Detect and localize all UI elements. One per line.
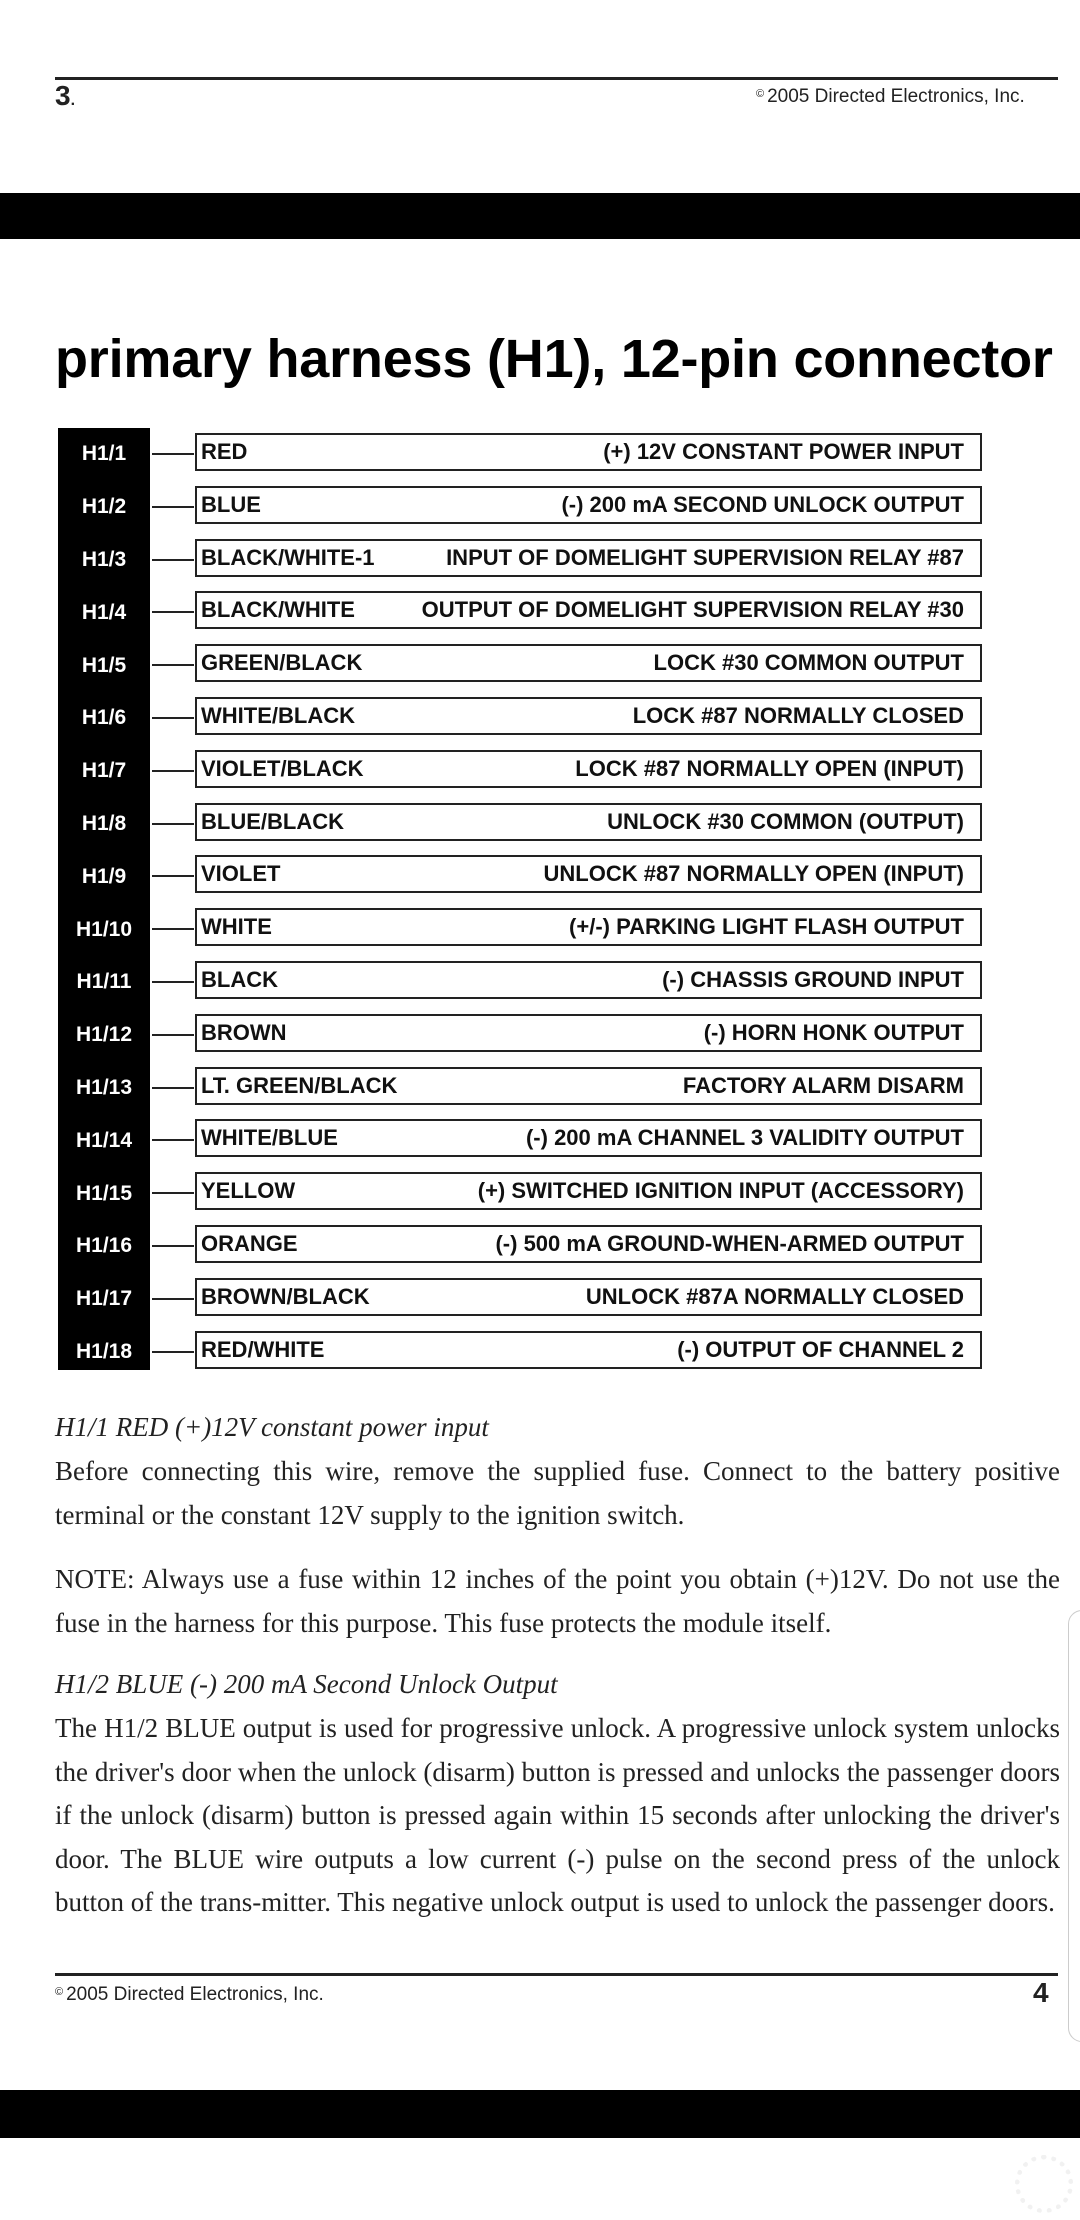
wire-function: OUTPUT OF DOMELIGHT SUPERVISION RELAY #30 (421, 597, 964, 623)
wire-box (195, 1119, 982, 1157)
wire-function: LOCK #87 NORMALLY CLOSED (632, 703, 964, 728)
wire-function: LOCK #30 COMMON OUTPUT (653, 650, 964, 676)
wire-function: UNLOCK #30 COMMON (OUTPUT) (607, 808, 964, 834)
wire-box (195, 1225, 982, 1263)
wire-box (195, 961, 982, 999)
wire-color: VIOLET (201, 861, 281, 887)
header-copyright-text: 2005 Directed Electronics, Inc. (767, 86, 1025, 107)
pin-connector-line (152, 981, 194, 983)
pin-connector-line (152, 1087, 194, 1089)
footer-copyright (55, 1984, 324, 2006)
pin-label: H1/5 (81, 653, 127, 677)
wire-color: LT. GREEN/BLACK (201, 1072, 398, 1098)
pin-row (0, 745, 1080, 798)
wire-box (195, 539, 982, 577)
pin-row (0, 956, 1080, 1009)
wire-function: (+) SWITCHED IGNITION INPUT (ACCESSORY) (477, 1178, 964, 1204)
wire-function: (-) OUTPUT OF CHANNEL 2 (677, 1336, 964, 1362)
pin-label: H1/13 (75, 1075, 133, 1099)
pin-label: H1/17 (75, 1287, 133, 1311)
note-paragraph: NOTE: Always use a fuse within 12 inches of the point you obtain (+)12V. Do not use the fuse in the harness for this purpose. This fuse protects the module itself. (55, 1564, 1060, 1638)
pin-label: H1/15 (75, 1181, 133, 1205)
wire-function: (-) CHASSIS GROUND INPUT (662, 967, 964, 992)
wire-box (195, 486, 982, 524)
pin-label: H1/18 (75, 1339, 133, 1363)
pin-row (0, 692, 1080, 745)
wire-color: WHITE/BLUE (201, 1125, 338, 1151)
pin-label: H1/11 (76, 970, 132, 994)
footer-copyright-text: 2005 Directed Electronics, Inc. (66, 1984, 324, 2005)
pin-connector-line (152, 664, 194, 666)
pin-connector-line (152, 1034, 194, 1036)
wire-function: UNLOCK #87A NORMALLY CLOSED (585, 1283, 964, 1309)
pin-row (0, 428, 1080, 481)
wire-color: BLACK (201, 967, 278, 992)
wire-color: BLACK/WHITE-1 (201, 544, 375, 570)
wire-color: WHITE (201, 914, 272, 940)
pin-connector-line (152, 928, 194, 930)
footer-page-number: 4 (1033, 1977, 1049, 2008)
wire-color: BROWN/BLACK (201, 1283, 370, 1309)
section-h1-2-body: The H1/2 BLUE output is used for progressive unlock. A progressive unlock system unlocks the driver's door when the unlock (disarm) button is pressed and unlocks the passenger doors if the unlock (disarm) button is pressed again within 15 seconds after unlocking the driver's door. The BLUE wire outputs a low current (-) pulse on the second press of the unlock button of the trans-mitter. This negative unlock output is used to unlock the passenger doors. (55, 1713, 1060, 1917)
section-h1-1-heading: H1/1 RED (+)12V constant power input (55, 1412, 489, 1442)
page-separator-bottom (0, 2090, 1080, 2138)
pin-label: H1/8 (81, 811, 127, 835)
wire-box (195, 697, 982, 735)
pin-connector-line (152, 823, 194, 825)
footer-rule (55, 1973, 1058, 1976)
section-h1-1-body: Before connecting this wire, remove the supplied fuse. Connect to the battery positive terminal or the constant 12V supply to the ignition switch. (55, 1456, 1060, 1530)
wire-function: UNLOCK #87 NORMALLY OPEN (INPUT) (543, 861, 964, 887)
wire-box (195, 1014, 982, 1052)
pin-connector-line (152, 559, 194, 561)
pin-connector-line (152, 611, 194, 613)
pin-row (0, 481, 1080, 534)
pin-label: H1/16 (75, 1234, 133, 1258)
pin-row (0, 798, 1080, 851)
wire-function: LOCK #87 NORMALLY OPEN (INPUT) (575, 755, 964, 781)
wire-box (195, 1067, 982, 1105)
pin-row (0, 1167, 1080, 1220)
pin-row (0, 639, 1080, 692)
pin-connector-line (152, 453, 194, 455)
wire-function: (-) HORN HONK OUTPUT (703, 1019, 964, 1045)
wire-color: YELLOW (201, 1178, 296, 1204)
pin-row (0, 534, 1080, 587)
wire-color: BLUE/BLACK (201, 808, 344, 834)
pin-row (0, 1326, 1080, 1379)
pin-connector-line (152, 1139, 194, 1141)
pin-label: H1/4 (81, 600, 127, 624)
wire-function: (-) 500 mA GROUND-WHEN-ARMED OUTPUT (495, 1231, 964, 1256)
header-page-number-text: 3 (55, 80, 71, 111)
wire-box (195, 855, 982, 893)
wire-function: FACTORY ALARM DISARM (682, 1072, 964, 1098)
pin-connector-line (152, 1245, 194, 1247)
wire-color: VIOLET/BLACK (201, 755, 364, 781)
pin-row (0, 1009, 1080, 1062)
pin-label: H1/14 (75, 1128, 133, 1152)
pin-label: H1/12 (75, 1023, 133, 1047)
pin-connector-line (152, 1351, 194, 1353)
pin-row (0, 903, 1080, 956)
wire-box (195, 1278, 982, 1316)
pin-label: H1/10 (75, 917, 133, 941)
page-separator-top (0, 193, 1080, 239)
header-page-number: 3. (55, 80, 76, 111)
pin-label: H1/6 (81, 706, 127, 730)
pin-row (0, 850, 1080, 903)
copyright-symbol: © (756, 88, 765, 100)
wire-box (195, 1172, 982, 1210)
header-copyright (756, 86, 1025, 108)
wire-function: (-) 200 mA CHANNEL 3 VALIDITY OUTPUT (525, 1125, 964, 1151)
wire-box (195, 908, 982, 946)
copyright-symbol: © (55, 1986, 64, 1998)
pin-row (0, 586, 1080, 639)
wire-function: (+) 12V CONSTANT POWER INPUT (603, 439, 964, 464)
pin-label: H1/2 (81, 495, 127, 519)
wire-box (195, 644, 982, 682)
wire-box (195, 433, 982, 471)
watermark-icon (1015, 2155, 1073, 2213)
pin-row (0, 1273, 1080, 1326)
wire-color: BLACK/WHITE (201, 597, 355, 623)
wire-color: GREEN/BLACK (201, 650, 363, 676)
wire-box (195, 803, 982, 841)
pin-label: H1/9 (81, 864, 127, 888)
header-rule (55, 77, 1058, 80)
pin-row (0, 1220, 1080, 1273)
pin-connector-line (152, 506, 194, 508)
scroll-edge-handle[interactable] (1068, 1610, 1080, 2042)
wire-function: (-) 200 mA SECOND UNLOCK OUTPUT (561, 491, 964, 517)
wire-color: BROWN (201, 1019, 287, 1045)
wire-function: INPUT OF DOMELIGHT SUPERVISION RELAY #87 (446, 544, 964, 570)
wire-box (195, 1331, 982, 1369)
wire-color: ORANGE (201, 1231, 298, 1256)
wire-function: (+/-) PARKING LIGHT FLASH OUTPUT (569, 914, 964, 940)
pin-connector-line (152, 770, 194, 772)
pin-connector-line (152, 875, 194, 877)
page-title: primary harness (H1), 12-pin connector (55, 329, 1053, 389)
wire-color: BLUE (201, 491, 261, 517)
wire-color: RED/WHITE (201, 1336, 325, 1362)
pin-connector-line (152, 1192, 194, 1194)
pin-row (0, 1062, 1080, 1115)
wire-box (195, 591, 982, 629)
wire-box (195, 750, 982, 788)
section-h1-2-heading: H1/2 BLUE (-) 200 mA Second Unlock Output (55, 1669, 558, 1699)
pin-label: H1/7 (81, 759, 127, 783)
pin-connector-line (152, 1298, 194, 1300)
pin-row (0, 1114, 1080, 1167)
pin-label: H1/3 (81, 547, 127, 571)
wire-color: WHITE/BLACK (201, 703, 355, 728)
pin-label: H1/1 (81, 442, 127, 466)
wire-color: RED (201, 439, 248, 464)
pin-connector-line (152, 717, 194, 719)
